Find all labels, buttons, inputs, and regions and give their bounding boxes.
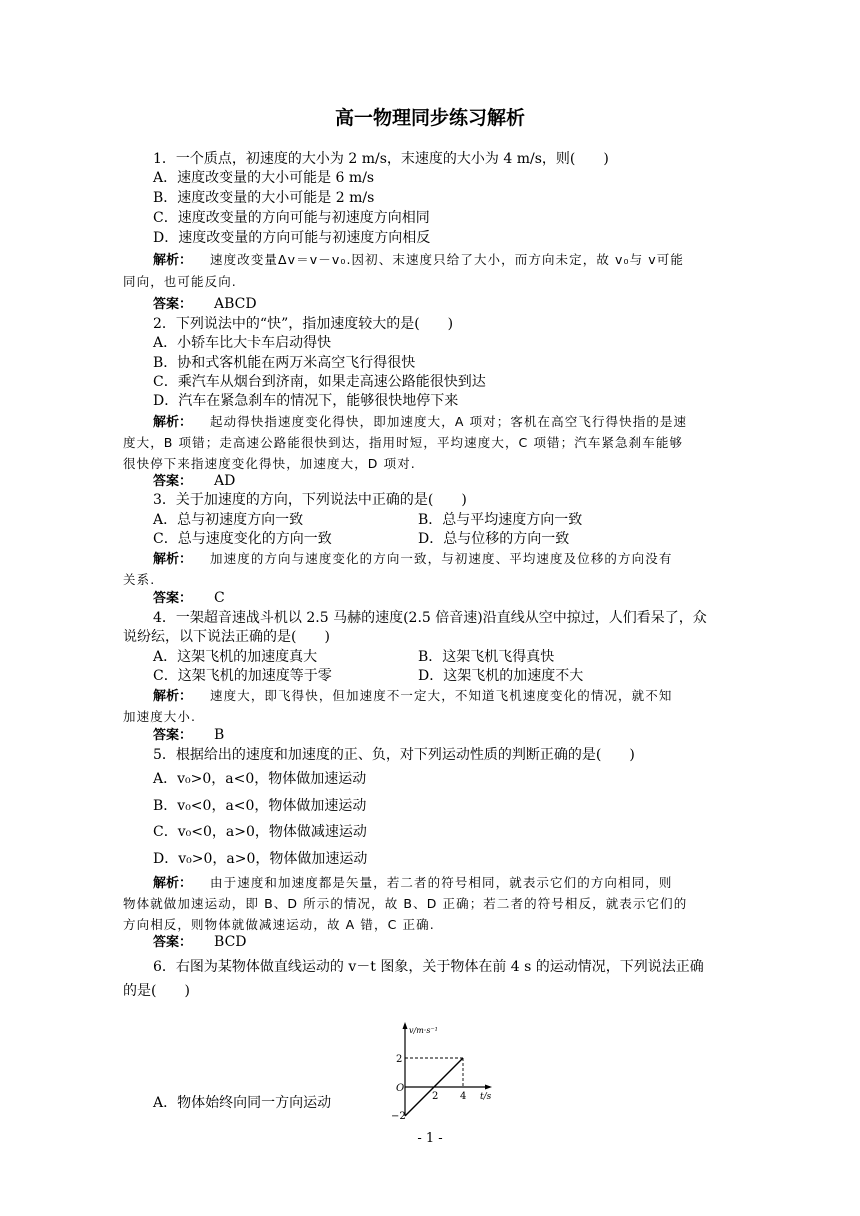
y-tick-2: 2 — [396, 1054, 403, 1065]
q6-stem-cont: 的是( ) — [123, 983, 190, 999]
q3-option-b: B．总与平均速度方向一致 — [418, 512, 583, 528]
y-tick-neg2: −2 — [391, 1111, 406, 1120]
answer-value: BCD — [214, 934, 247, 950]
q4-option-b: B．这架飞机飞得真快 — [418, 649, 555, 665]
q5-answer — [153, 933, 247, 952]
q1-explanation — [153, 251, 684, 270]
q1-answer — [153, 295, 257, 314]
explanation-text: 加速度的方向与速度变化的方向一致，与初速度、平均速度及位移的方向没有 — [210, 551, 673, 566]
q4-stem: 4．一架超音速战斗机以 2.5 马赫的速度(2.5 倍音速)沿直线从空中掠过，人们看呆了，众 — [153, 610, 707, 626]
q3-option-d: D．总与位移的方向一致 — [418, 531, 570, 547]
q6-stem: 6．右图为某物体做直线运动的 v－t 图象，关于物体在前 4 s 的运动情况，下列说法正确 — [153, 959, 704, 975]
explanation-text: 速度大，即飞得快，但加速度不一定大，不知道飞机速度变化的情况，就不知 — [210, 688, 673, 703]
q1-stem: 1．一个质点，初速度的大小为 2 m/s，末速度的大小为 4 m/s，则( ) — [153, 151, 609, 167]
q6-option-a: A．物体始终向同一方向运动 — [153, 1095, 332, 1111]
q5-option-b: B．v₀<0，a<0，物体做加速运动 — [153, 798, 367, 814]
q2-explanation-cont: 度大，B 项错；走高速公路能很快到达，指用时短，平均速度大，C 项错；汽车紧急刹车能够 — [123, 435, 684, 450]
q3-answer — [153, 589, 225, 608]
x-axis-arrow — [485, 1085, 492, 1090]
q2-option-d: D．汽车在紧急刹车的情况下，能够很快地停下来 — [153, 393, 459, 409]
explanation-label: 解析： — [153, 253, 193, 268]
page-title: 高一物理同步练习解析 — [334, 107, 525, 129]
q4-answer — [153, 726, 224, 745]
page-number: - 1 - — [417, 1131, 443, 1146]
q3-option-a: A．总与初速度方向一致 — [153, 512, 304, 528]
explanation-label: 解析： — [153, 689, 193, 704]
origin-label: O — [396, 1083, 405, 1094]
explanation-label: 解析： — [153, 415, 193, 430]
q5-option-c: C．v₀<0，a>0，物体做减速运动 — [153, 824, 367, 840]
q5-option-d: D．v₀>0，a>0，物体做加速运动 — [153, 851, 368, 867]
explanation-text: 起动得快指速度变化得快，即加速度大，A 项对；客机在高空飞行得快指的是速 — [210, 414, 688, 429]
q2-stem: 2．下列说法中的“快”，指加速度较大的是( ) — [153, 316, 454, 332]
answer-label: 答案： — [153, 935, 193, 950]
q2-explanation — [153, 413, 687, 432]
q5-explanation — [153, 874, 672, 893]
vt-graph — [390, 1020, 510, 1120]
x-axis-label: t/s — [480, 1092, 492, 1102]
q5-explanation-cont2: 方向相反，则物体就做减速运动，故 A 错，C 正确. — [123, 917, 435, 932]
q5-option-a: A．v₀>0，a<0，物体做加速运动 — [153, 771, 367, 787]
answer-label: 答案： — [153, 474, 193, 489]
q3-stem: 3．关于加速度的方向，下列说法中正确的是( ) — [153, 492, 467, 508]
q3-explanation-cont: 关系. — [123, 572, 156, 587]
q4-stem-cont: 说纷纭，以下说法正确的是( ) — [123, 629, 330, 645]
q2-explanation-cont2: 很快停下来指速度变化得快，加速度大，D 项对. — [123, 456, 416, 471]
answer-value: B — [214, 727, 225, 743]
explanation-text: 由于速度和加速度都是矢量，若二者的符号相同，就表示它们的方向相同，则 — [210, 875, 673, 890]
q1-option-a: A．速度改变量的大小可能是 6 m/s — [153, 170, 375, 186]
q4-option-d: D．这架飞机的加速度不大 — [418, 668, 584, 684]
answer-label: 答案： — [153, 728, 193, 743]
x-tick-4: 4 — [460, 1091, 467, 1102]
q4-explanation — [153, 687, 672, 706]
explanation-label: 解析： — [153, 552, 193, 567]
y-axis-arrow — [403, 1022, 408, 1029]
q2-option-a: A．小轿车比大卡车启动得快 — [153, 335, 332, 351]
y-axis-label: v/m·s⁻¹ — [409, 1026, 438, 1035]
q2-answer — [153, 472, 235, 491]
q3-option-c: C．总与速度变化的方向一致 — [153, 531, 332, 547]
explanation-label: 解析： — [153, 876, 193, 891]
q1-option-c: C．速度改变量的方向可能与初速度方向相同 — [153, 210, 430, 226]
q2-option-b: B．协和式客机能在两万米高空飞行得很快 — [153, 355, 416, 371]
q1-option-d: D．速度改变量的方向可能与初速度方向相反 — [153, 230, 431, 246]
q1-explanation-cont: 同向，也可能反向. — [123, 274, 237, 289]
q4-explanation-cont: 加速度大小. — [123, 709, 197, 724]
answer-value: ABCD — [214, 296, 257, 312]
explanation-text: 速度改变量Δv＝v－v₀.因初、末速度只给了大小，而方向未定，故 v₀与 v可能 — [210, 252, 684, 267]
q3-explanation — [153, 550, 672, 569]
answer-label: 答案： — [153, 297, 193, 312]
answer-value: C — [214, 590, 225, 606]
q4-option-a: A．这架飞机的加速度真大 — [153, 649, 318, 665]
answer-value: AD — [214, 473, 236, 489]
q4-option-c: C．这架飞机的加速度等于零 — [153, 668, 332, 684]
q5-stem: 5．根据给出的速度和加速度的正、负，对下列运动性质的判断正确的是( ) — [153, 747, 635, 763]
q1-option-b: B．速度改变量的大小可能是 2 m/s — [153, 190, 375, 206]
x-tick-2: 2 — [432, 1091, 439, 1102]
answer-label: 答案： — [153, 591, 193, 606]
q5-explanation-cont: 物体就做加速运动，即 B、D 所示的情况，故 B、D 正确；若二者的符号相反，就表示它们的 — [123, 896, 688, 911]
q2-option-c: C．乘汽车从烟台到济南，如果走高速公路能很快到达 — [153, 374, 486, 390]
